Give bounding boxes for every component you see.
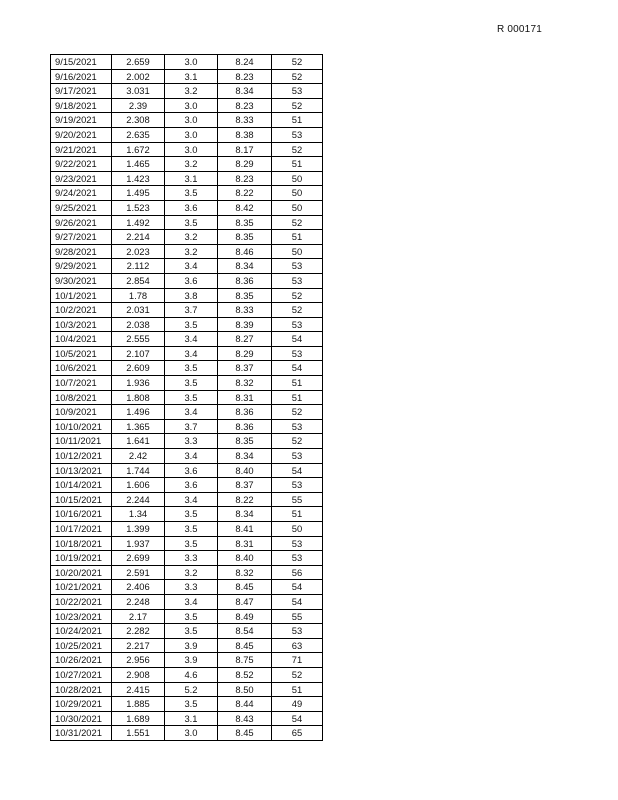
- date-cell: 10/30/2021: [51, 711, 112, 726]
- date-cell: 9/20/2021: [51, 127, 112, 142]
- value-cell: 8.44: [218, 697, 272, 712]
- value-cell: 53: [272, 624, 323, 639]
- value-cell: 2.17: [112, 609, 165, 624]
- date-cell: 9/27/2021: [51, 230, 112, 245]
- value-cell: 54: [272, 332, 323, 347]
- value-cell: 8.36: [218, 405, 272, 420]
- value-cell: 53: [272, 127, 323, 142]
- value-cell: 8.29: [218, 346, 272, 361]
- value-cell: 2.609: [112, 361, 165, 376]
- value-cell: 8.31: [218, 536, 272, 551]
- value-cell: 8.31: [218, 390, 272, 405]
- value-cell: 8.35: [218, 215, 272, 230]
- value-cell: 2.244: [112, 492, 165, 507]
- value-cell: 8.54: [218, 624, 272, 639]
- date-cell: 9/18/2021: [51, 98, 112, 113]
- table-row: [51, 565, 323, 580]
- value-cell: 2.555: [112, 332, 165, 347]
- value-cell: 8.75: [218, 653, 272, 668]
- value-cell: 2.214: [112, 230, 165, 245]
- value-cell: 2.406: [112, 580, 165, 595]
- date-cell: 9/28/2021: [51, 244, 112, 259]
- date-cell: 9/21/2021: [51, 142, 112, 157]
- value-cell: 8.45: [218, 638, 272, 653]
- table-row: [51, 711, 323, 726]
- value-cell: 55: [272, 609, 323, 624]
- value-cell: 2.635: [112, 127, 165, 142]
- value-cell: 50: [272, 200, 323, 215]
- table-row: [51, 667, 323, 682]
- value-cell: 3.0: [165, 142, 218, 157]
- value-cell: 53: [272, 84, 323, 99]
- value-cell: 8.42: [218, 200, 272, 215]
- value-cell: 3.5: [165, 361, 218, 376]
- value-cell: 3.5: [165, 536, 218, 551]
- value-cell: 54: [272, 594, 323, 609]
- date-cell: 10/13/2021: [51, 463, 112, 478]
- value-cell: 3.5: [165, 609, 218, 624]
- value-cell: 51: [272, 507, 323, 522]
- value-cell: 2.659: [112, 55, 165, 70]
- date-cell: 9/22/2021: [51, 157, 112, 172]
- value-cell: 50: [272, 186, 323, 201]
- date-cell: 9/25/2021: [51, 200, 112, 215]
- date-cell: 10/22/2021: [51, 594, 112, 609]
- table-row: [51, 259, 323, 274]
- value-cell: 50: [272, 244, 323, 259]
- value-cell: 52: [272, 142, 323, 157]
- date-cell: 9/16/2021: [51, 69, 112, 84]
- date-cell: 10/19/2021: [51, 551, 112, 566]
- value-cell: 1.808: [112, 390, 165, 405]
- value-cell: 1.423: [112, 171, 165, 186]
- value-cell: 8.49: [218, 609, 272, 624]
- table-row: [51, 580, 323, 595]
- value-cell: 3.1: [165, 171, 218, 186]
- table-row: [51, 594, 323, 609]
- date-cell: 10/17/2021: [51, 522, 112, 537]
- value-cell: 53: [272, 259, 323, 274]
- table-row: [51, 230, 323, 245]
- date-cell: 9/24/2021: [51, 186, 112, 201]
- date-cell: 10/23/2021: [51, 609, 112, 624]
- value-cell: 71: [272, 653, 323, 668]
- value-cell: 3.4: [165, 346, 218, 361]
- value-cell: 52: [272, 98, 323, 113]
- value-cell: 2.107: [112, 346, 165, 361]
- table-row: [51, 653, 323, 668]
- date-cell: 10/8/2021: [51, 390, 112, 405]
- table-row: [51, 332, 323, 347]
- value-cell: 3.0: [165, 127, 218, 142]
- value-cell: 55: [272, 492, 323, 507]
- value-cell: 3.4: [165, 594, 218, 609]
- value-cell: 2.308: [112, 113, 165, 128]
- table-row: [51, 726, 323, 741]
- value-cell: 51: [272, 376, 323, 391]
- table-row: [51, 507, 323, 522]
- value-cell: 3.2: [165, 84, 218, 99]
- value-cell: 3.5: [165, 522, 218, 537]
- date-cell: 10/6/2021: [51, 361, 112, 376]
- value-cell: 54: [272, 711, 323, 726]
- value-cell: 3.5: [165, 317, 218, 332]
- value-cell: 1.744: [112, 463, 165, 478]
- value-cell: 2.42: [112, 449, 165, 464]
- value-cell: 56: [272, 565, 323, 580]
- value-cell: 65: [272, 726, 323, 741]
- value-cell: 54: [272, 361, 323, 376]
- table-row: [51, 551, 323, 566]
- value-cell: 53: [272, 273, 323, 288]
- value-cell: 1.885: [112, 697, 165, 712]
- table-row: [51, 697, 323, 712]
- value-cell: 53: [272, 449, 323, 464]
- value-cell: 3.9: [165, 653, 218, 668]
- value-cell: 5.2: [165, 682, 218, 697]
- value-cell: 52: [272, 55, 323, 70]
- value-cell: 8.43: [218, 711, 272, 726]
- value-cell: 3.7: [165, 303, 218, 318]
- table-row: [51, 113, 323, 128]
- value-cell: 3.0: [165, 726, 218, 741]
- value-cell: 8.17: [218, 142, 272, 157]
- value-cell: 8.32: [218, 565, 272, 580]
- value-cell: 3.1: [165, 69, 218, 84]
- value-cell: 1.606: [112, 478, 165, 493]
- table-row: [51, 434, 323, 449]
- value-cell: 8.35: [218, 288, 272, 303]
- daily-log-table: [50, 54, 323, 741]
- value-cell: 3.3: [165, 580, 218, 595]
- bates-number: R 000171: [497, 24, 542, 35]
- value-cell: 3.2: [165, 230, 218, 245]
- value-cell: 1.34: [112, 507, 165, 522]
- date-cell: 10/24/2021: [51, 624, 112, 639]
- value-cell: 2.031: [112, 303, 165, 318]
- table-row: [51, 463, 323, 478]
- value-cell: 3.5: [165, 215, 218, 230]
- table-row: [51, 390, 323, 405]
- value-cell: 8.52: [218, 667, 272, 682]
- value-cell: 8.23: [218, 171, 272, 186]
- value-cell: 3.6: [165, 478, 218, 493]
- table-row: [51, 84, 323, 99]
- value-cell: 3.2: [165, 244, 218, 259]
- value-cell: 3.5: [165, 390, 218, 405]
- value-cell: 8.29: [218, 157, 272, 172]
- table-row: [51, 142, 323, 157]
- table-row: [51, 419, 323, 434]
- value-cell: 1.937: [112, 536, 165, 551]
- value-cell: 53: [272, 317, 323, 332]
- value-cell: 8.36: [218, 419, 272, 434]
- date-cell: 10/2/2021: [51, 303, 112, 318]
- date-cell: 9/15/2021: [51, 55, 112, 70]
- value-cell: 3.4: [165, 405, 218, 420]
- table-row: [51, 522, 323, 537]
- table-row: [51, 405, 323, 420]
- value-cell: 53: [272, 346, 323, 361]
- date-cell: 10/29/2021: [51, 697, 112, 712]
- value-cell: 3.6: [165, 463, 218, 478]
- value-cell: 3.5: [165, 186, 218, 201]
- value-cell: 3.0: [165, 98, 218, 113]
- date-cell: 10/26/2021: [51, 653, 112, 668]
- date-cell: 10/5/2021: [51, 346, 112, 361]
- date-cell: 10/3/2021: [51, 317, 112, 332]
- table-row: [51, 376, 323, 391]
- value-cell: 53: [272, 478, 323, 493]
- value-cell: 8.22: [218, 492, 272, 507]
- value-cell: 3.0: [165, 113, 218, 128]
- date-cell: 10/31/2021: [51, 726, 112, 741]
- table-row: [51, 638, 323, 653]
- value-cell: 8.46: [218, 244, 272, 259]
- value-cell: 8.24: [218, 55, 272, 70]
- date-cell: 10/14/2021: [51, 478, 112, 493]
- value-cell: 3.5: [165, 507, 218, 522]
- value-cell: 8.40: [218, 463, 272, 478]
- table-row: [51, 273, 323, 288]
- value-cell: 51: [272, 157, 323, 172]
- date-cell: 10/25/2021: [51, 638, 112, 653]
- value-cell: 2.908: [112, 667, 165, 682]
- value-cell: 8.35: [218, 434, 272, 449]
- date-cell: 10/15/2021: [51, 492, 112, 507]
- value-cell: 1.78: [112, 288, 165, 303]
- value-cell: 50: [272, 522, 323, 537]
- value-cell: 3.6: [165, 200, 218, 215]
- date-cell: 10/12/2021: [51, 449, 112, 464]
- value-cell: 8.45: [218, 580, 272, 595]
- table-row: [51, 303, 323, 318]
- date-cell: 9/29/2021: [51, 259, 112, 274]
- table-row: [51, 624, 323, 639]
- table-row: [51, 215, 323, 230]
- value-cell: 52: [272, 215, 323, 230]
- date-cell: 9/26/2021: [51, 215, 112, 230]
- value-cell: 1.399: [112, 522, 165, 537]
- value-cell: 49: [272, 697, 323, 712]
- value-cell: 8.40: [218, 551, 272, 566]
- table-row: [51, 98, 323, 113]
- value-cell: 3.1: [165, 711, 218, 726]
- value-cell: 1.641: [112, 434, 165, 449]
- value-cell: 8.34: [218, 84, 272, 99]
- date-cell: 10/9/2021: [51, 405, 112, 420]
- value-cell: 54: [272, 463, 323, 478]
- table-row: [51, 609, 323, 624]
- date-cell: 9/19/2021: [51, 113, 112, 128]
- daily-log-table-body: [51, 55, 323, 741]
- date-cell: 10/20/2021: [51, 565, 112, 580]
- value-cell: 3.9: [165, 638, 218, 653]
- value-cell: 50: [272, 171, 323, 186]
- value-cell: 1.523: [112, 200, 165, 215]
- value-cell: 8.34: [218, 449, 272, 464]
- value-cell: 8.23: [218, 98, 272, 113]
- value-cell: 1.365: [112, 419, 165, 434]
- value-cell: 3.7: [165, 419, 218, 434]
- value-cell: 3.4: [165, 449, 218, 464]
- value-cell: 8.33: [218, 303, 272, 318]
- value-cell: 3.4: [165, 492, 218, 507]
- value-cell: 8.37: [218, 478, 272, 493]
- table-row: [51, 55, 323, 70]
- value-cell: 3.2: [165, 565, 218, 580]
- value-cell: 8.35: [218, 230, 272, 245]
- date-cell: 10/4/2021: [51, 332, 112, 347]
- table-row: [51, 288, 323, 303]
- value-cell: 51: [272, 230, 323, 245]
- table-row: [51, 478, 323, 493]
- value-cell: 3.4: [165, 332, 218, 347]
- value-cell: 8.32: [218, 376, 272, 391]
- date-cell: 10/11/2021: [51, 434, 112, 449]
- table-row: [51, 536, 323, 551]
- table-row: [51, 317, 323, 332]
- table-row: [51, 200, 323, 215]
- value-cell: 2.415: [112, 682, 165, 697]
- date-cell: 10/10/2021: [51, 419, 112, 434]
- value-cell: 2.112: [112, 259, 165, 274]
- value-cell: 51: [272, 682, 323, 697]
- date-cell: 10/7/2021: [51, 376, 112, 391]
- value-cell: 52: [272, 667, 323, 682]
- value-cell: 8.47: [218, 594, 272, 609]
- value-cell: 3.2: [165, 157, 218, 172]
- value-cell: 2.217: [112, 638, 165, 653]
- value-cell: 1.689: [112, 711, 165, 726]
- value-cell: 52: [272, 405, 323, 420]
- value-cell: 52: [272, 69, 323, 84]
- value-cell: 52: [272, 434, 323, 449]
- date-cell: 9/30/2021: [51, 273, 112, 288]
- date-cell: 10/18/2021: [51, 536, 112, 551]
- value-cell: 1.495: [112, 186, 165, 201]
- value-cell: 8.27: [218, 332, 272, 347]
- value-cell: 8.45: [218, 726, 272, 741]
- value-cell: 3.3: [165, 551, 218, 566]
- value-cell: 8.34: [218, 507, 272, 522]
- value-cell: 52: [272, 288, 323, 303]
- value-cell: 3.4: [165, 259, 218, 274]
- value-cell: 1.936: [112, 376, 165, 391]
- value-cell: 1.465: [112, 157, 165, 172]
- value-cell: 8.23: [218, 69, 272, 84]
- value-cell: 51: [272, 390, 323, 405]
- value-cell: 53: [272, 419, 323, 434]
- table-row: [51, 127, 323, 142]
- value-cell: 3.0: [165, 55, 218, 70]
- date-cell: 9/23/2021: [51, 171, 112, 186]
- table-row: [51, 69, 323, 84]
- value-cell: 53: [272, 536, 323, 551]
- value-cell: 63: [272, 638, 323, 653]
- table-row: [51, 157, 323, 172]
- date-cell: 10/27/2021: [51, 667, 112, 682]
- value-cell: 2.956: [112, 653, 165, 668]
- table-row: [51, 361, 323, 376]
- table-row: [51, 186, 323, 201]
- value-cell: 2.038: [112, 317, 165, 332]
- value-cell: 8.37: [218, 361, 272, 376]
- value-cell: 1.492: [112, 215, 165, 230]
- table-row: [51, 682, 323, 697]
- value-cell: 1.672: [112, 142, 165, 157]
- value-cell: 3.5: [165, 376, 218, 391]
- value-cell: 8.33: [218, 113, 272, 128]
- table-row: [51, 449, 323, 464]
- value-cell: 3.3: [165, 434, 218, 449]
- value-cell: 8.38: [218, 127, 272, 142]
- value-cell: 3.5: [165, 624, 218, 639]
- value-cell: 8.34: [218, 259, 272, 274]
- value-cell: 51: [272, 113, 323, 128]
- date-cell: 9/17/2021: [51, 84, 112, 99]
- value-cell: 8.50: [218, 682, 272, 697]
- value-cell: 52: [272, 303, 323, 318]
- table-row: [51, 346, 323, 361]
- value-cell: 3.5: [165, 697, 218, 712]
- value-cell: 1.496: [112, 405, 165, 420]
- table-row: [51, 492, 323, 507]
- value-cell: 2.591: [112, 565, 165, 580]
- value-cell: 8.36: [218, 273, 272, 288]
- value-cell: 2.023: [112, 244, 165, 259]
- value-cell: 3.8: [165, 288, 218, 303]
- value-cell: 2.854: [112, 273, 165, 288]
- value-cell: 2.002: [112, 69, 165, 84]
- value-cell: 8.22: [218, 186, 272, 201]
- value-cell: 2.248: [112, 594, 165, 609]
- value-cell: 4.6: [165, 667, 218, 682]
- value-cell: 1.551: [112, 726, 165, 741]
- date-cell: 10/16/2021: [51, 507, 112, 522]
- value-cell: 2.699: [112, 551, 165, 566]
- date-cell: 10/21/2021: [51, 580, 112, 595]
- value-cell: 3.031: [112, 84, 165, 99]
- value-cell: 3.6: [165, 273, 218, 288]
- date-cell: 10/28/2021: [51, 682, 112, 697]
- value-cell: 54: [272, 580, 323, 595]
- table-row: [51, 244, 323, 259]
- value-cell: 8.39: [218, 317, 272, 332]
- value-cell: 8.41: [218, 522, 272, 537]
- value-cell: 53: [272, 551, 323, 566]
- date-cell: 10/1/2021: [51, 288, 112, 303]
- table-row: [51, 171, 323, 186]
- value-cell: 2.282: [112, 624, 165, 639]
- value-cell: 2.39: [112, 98, 165, 113]
